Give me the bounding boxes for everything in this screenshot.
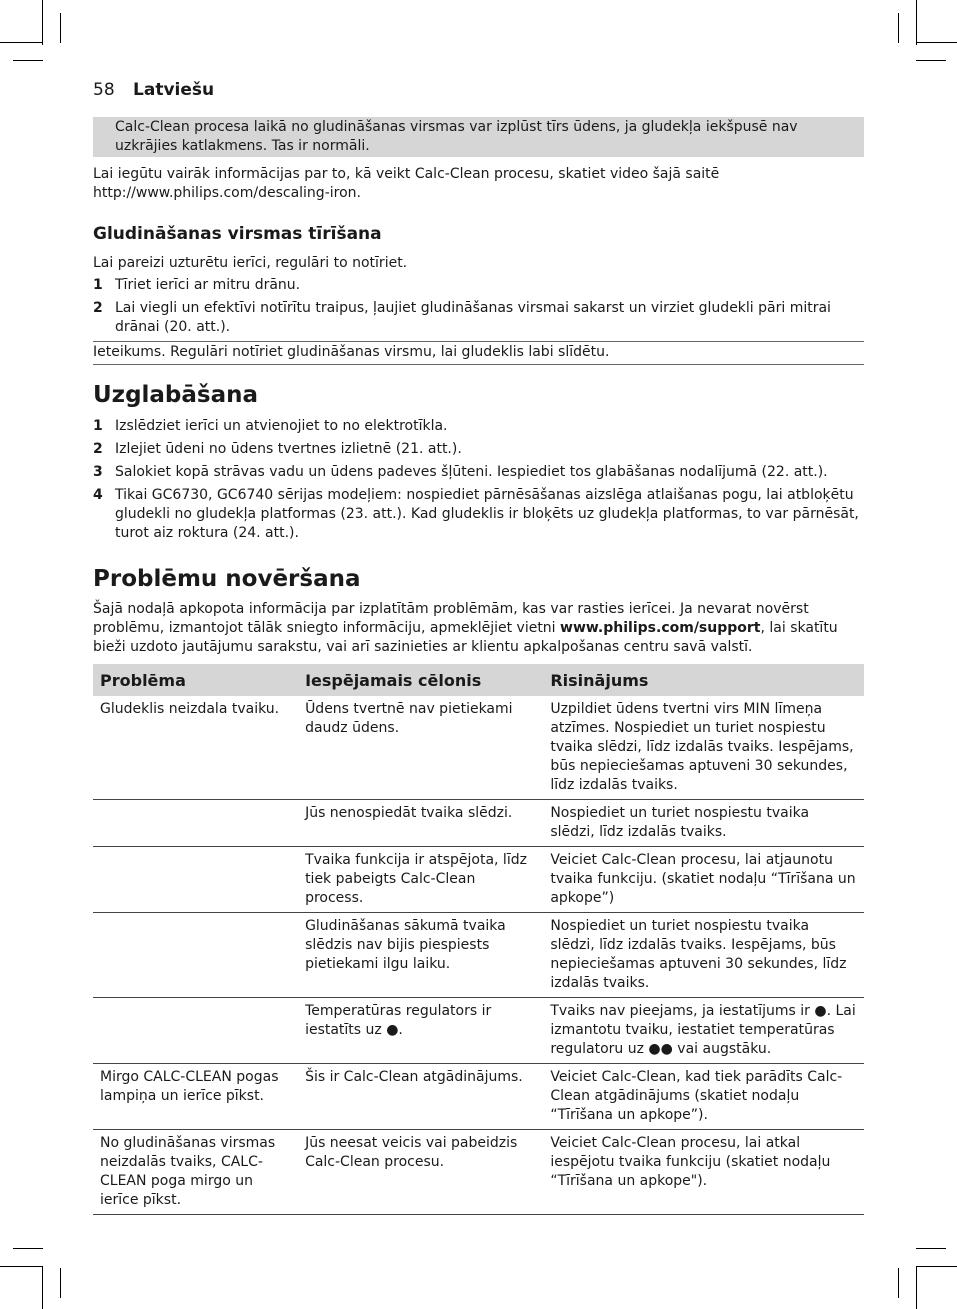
soleplate-intro: Lai pareizi uzturētu ierīci, regulāri to notīriet. bbox=[93, 255, 408, 271]
problem-cell: Mirgo CALC-CLEAN pogas lampiņa un ierīce pīkst. bbox=[93, 1064, 298, 1130]
problem-cell bbox=[93, 800, 298, 847]
storage-steps bbox=[93, 417, 864, 543]
table-row bbox=[93, 998, 864, 1064]
info-paragraph: Lai iegūtu vairāk informācijas par to, kā veikt Calc-Clean procesu, skatiet video šajā saitē http://www.philips.com/descaling-iron. bbox=[93, 166, 720, 201]
column-header: Iespējamais cēlonis bbox=[298, 664, 543, 696]
step-number: 1 bbox=[93, 418, 103, 434]
table-row bbox=[93, 800, 864, 847]
step-number: 2 bbox=[93, 441, 103, 457]
table-row bbox=[93, 696, 864, 800]
crop-mark bbox=[0, 42, 42, 43]
crop-mark bbox=[0, 1266, 42, 1267]
crop-mark bbox=[916, 1266, 957, 1267]
page-header bbox=[93, 80, 214, 100]
support-link[interactable]: www.philips.com/support bbox=[560, 620, 761, 636]
list-item bbox=[93, 276, 864, 295]
tip-box: Ieteikums. Regulāri notīriet gludināšanas virsmu, lai gludeklis labi slīdētu. bbox=[93, 341, 864, 365]
crop-mark bbox=[898, 1268, 899, 1298]
note-box: Calc-Clean procesa laikā no gludināšanas virsmas var izplūst tīrs ūdens, ja gludekļa iekšpusē nav uzkrājies katlakmens. Tas ir normāli. bbox=[93, 117, 864, 157]
step-text: Tīriet ierīci ar mitru drānu. bbox=[115, 277, 301, 293]
cause-cell: Gludināšanas sākumā tvaika slēdzis nav bijis piespiests pietiekami ilgu laiku. bbox=[298, 913, 543, 998]
cause-cell: Ūdens tvertnē nav pietiekami daudz ūdens. bbox=[298, 696, 543, 800]
problem-cell bbox=[93, 913, 298, 998]
solution-cell: Nospiediet un turiet nospiestu tvaika slēdzi, līdz izdalās tvaiks. Iespējams, būs nepieciešamas aptuveni 30 sekundes, līdz izdalās tvaiks. bbox=[543, 913, 864, 998]
table-header-row bbox=[93, 664, 864, 696]
intro-text: Šajā nodaļā apkopota informācija par izplatītām problēmām, kas var rasties ierīcei. Ja nevarat novērst problēmu, izmantojot tālāk sniegto informāciju, apmeklējiet vietni bbox=[93, 601, 809, 636]
cause-cell: Jūs nenospiedāt tvaika slēdzi. bbox=[298, 800, 543, 847]
intro-text-end: , lai skatītu bieži uzdoto jautājumu sarakstu, vai arī sazinieties ar klientu apkalpošanas centru savā valstī. bbox=[93, 620, 838, 655]
crop-mark bbox=[916, 60, 946, 61]
step-text: Izlejiet ūdeni no ūdens tvertnes izlietnē (21. att.). bbox=[115, 441, 462, 457]
step-number: 3 bbox=[93, 464, 103, 480]
problem-cell: Gludeklis neizdala tvaiku. bbox=[93, 696, 298, 800]
list-item bbox=[93, 486, 864, 543]
section-heading-troubleshooting: Problēmu novēršana bbox=[93, 566, 361, 592]
table-row bbox=[93, 847, 864, 913]
troubleshooting-table-wrap bbox=[93, 664, 864, 1215]
crop-mark bbox=[916, 1248, 946, 1249]
step-text: Izslēdziet ierīci un atvienojiet to no elektrotīkla. bbox=[115, 418, 448, 434]
crop-mark bbox=[916, 42, 957, 43]
column-header: Risinājums bbox=[543, 664, 864, 696]
solution-cell: Veiciet Calc-Clean procesu, lai atjaunotu tvaika funkciju. (skatiet nodaļu “Tīrīšana un apkope”) bbox=[543, 847, 864, 913]
cause-cell: Temperatūras regulators ir iestatīts uz ●. bbox=[298, 998, 543, 1064]
soleplate-steps bbox=[93, 276, 864, 337]
step-number: 2 bbox=[93, 300, 103, 316]
crop-mark bbox=[42, 1266, 43, 1309]
step-text: Lai viegli un efektīvi notīrītu traipus, ļaujiet gludināšanas virsmai sakarst un virziet gludekli pāri mitrai drānai (20. att.). bbox=[115, 300, 831, 335]
language-label: Latviešu bbox=[133, 80, 215, 100]
column-header: Problēma bbox=[93, 664, 298, 696]
page-number: 58 bbox=[93, 80, 115, 100]
list-item bbox=[93, 463, 864, 482]
table-row bbox=[93, 913, 864, 998]
problem-cell bbox=[93, 847, 298, 913]
step-text: Tikai GC6730, GC6740 sērijas modeļiem: nospiediet pārnēsāšanas aizslēga atlaišanas pogu, lai atbloķētu gludekli no gludekļa platformas (23. att.). Kad gludeklis ir bloķēts uz gludekļa platformas, to var pārnēsāt, turot aiz roktura (24. att.). bbox=[115, 487, 859, 541]
table-row bbox=[93, 1064, 864, 1130]
crop-mark bbox=[898, 13, 899, 43]
problem-cell: No gludināšanas virsmas neizdalās tvaiks, CALC-CLEAN poga mirgo un ierīce pīkst. bbox=[93, 1130, 298, 1215]
section-heading-storage: Uzglabāšana bbox=[93, 382, 259, 408]
cause-cell: Šis ir Calc-Clean atgādinājums. bbox=[298, 1064, 543, 1130]
section-heading-soleplate: Gludināšanas virsmas tīrīšana bbox=[93, 224, 382, 244]
table-row bbox=[93, 1130, 864, 1215]
crop-mark bbox=[916, 0, 917, 45]
step-text: Salokiet kopā strāvas vadu un ūdens padeves šļūteni. Iespiediet tos glabāšanas nodalījumā (22. att.). bbox=[115, 464, 828, 480]
crop-mark bbox=[13, 60, 43, 61]
troubleshooting-table bbox=[93, 664, 864, 1215]
solution-cell: Veiciet Calc-Clean, kad tiek parādīts Calc-Clean atgādinājums (skatiet nodaļu “Tīrīšana un apkope”). bbox=[543, 1064, 864, 1130]
step-number: 4 bbox=[93, 487, 103, 503]
crop-mark bbox=[42, 0, 43, 45]
solution-cell: Veiciet Calc-Clean procesu, lai atkal iespējotu tvaika funkciju (skatiet nodaļu “Tīrīšana un apkope"). bbox=[543, 1130, 864, 1215]
solution-cell: Uzpildiet ūdens tvertni virs MIN līmeņa atzīmes. Nospiediet un turiet nospiestu tvaika slēdzi, līdz izdalās tvaiks. Iespējams, būs nepieciešamas aptuveni 30 sekundes, līdz izdalās tvaiks. bbox=[543, 696, 864, 800]
solution-cell: Nospiediet un turiet nospiestu tvaika slēdzi, līdz izdalās tvaiks. bbox=[543, 800, 864, 847]
list-item bbox=[93, 299, 864, 337]
step-number: 1 bbox=[93, 277, 103, 293]
problem-cell bbox=[93, 998, 298, 1064]
list-item bbox=[93, 440, 864, 459]
cause-cell: Tvaika funkcija ir atspējota, līdz tiek pabeigts Calc-Clean process. bbox=[298, 847, 543, 913]
crop-mark bbox=[60, 1268, 61, 1298]
crop-mark bbox=[60, 13, 61, 43]
list-item bbox=[93, 417, 864, 436]
cause-cell: Jūs neesat veicis vai pabeidzis Calc-Clean procesu. bbox=[298, 1130, 543, 1215]
crop-mark bbox=[13, 1248, 43, 1249]
troubleshooting-intro bbox=[93, 600, 864, 657]
solution-cell: Tvaiks nav pieejams, ja iestatījums ir ●. Lai izmantotu tvaiku, iestatiet temperatūras regulatoru uz ●● vai augstāku. bbox=[543, 998, 864, 1064]
crop-mark bbox=[916, 1266, 917, 1309]
